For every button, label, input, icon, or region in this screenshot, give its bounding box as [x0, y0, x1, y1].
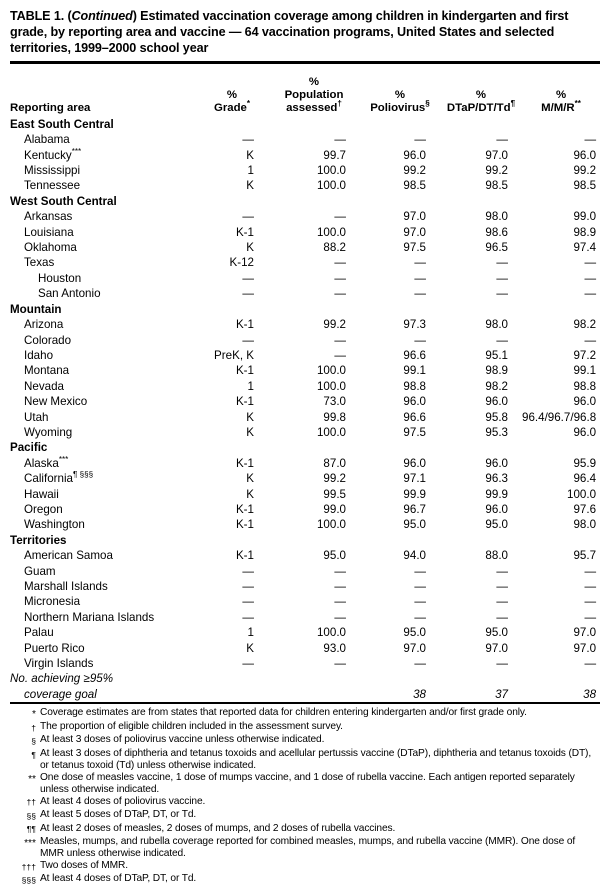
- cell-dtap: 98.0: [485, 210, 508, 224]
- cell-dtap: 37: [495, 687, 508, 701]
- cell-dtap: —: [496, 287, 508, 301]
- cell-grade: K: [246, 241, 254, 255]
- table-row: [10, 625, 600, 640]
- cell-grade: 1: [247, 379, 254, 393]
- table-row: [10, 641, 600, 656]
- cell-pop: 99.5: [323, 487, 346, 501]
- cell-polio: 99.9: [403, 487, 426, 501]
- footnote-item: [10, 748, 600, 772]
- cell-polio: —: [414, 333, 426, 347]
- row-area-label: New Mexico: [24, 395, 88, 409]
- row-area-label: Alaska***: [24, 454, 69, 470]
- cell-grade: [196, 687, 268, 702]
- footnote-marker: §: [31, 736, 36, 747]
- cell-pop: —: [334, 595, 346, 609]
- footnote-item: [10, 823, 600, 837]
- cell-dtap: —: [496, 333, 508, 347]
- footnote-item: [10, 873, 600, 887]
- cell-grade: K-1: [235, 318, 254, 332]
- table-row: [10, 594, 600, 609]
- cell-dtap: 98.5: [485, 179, 508, 193]
- cell-pop: 73.0: [323, 395, 346, 409]
- cell-pop: —: [334, 348, 346, 362]
- group-label: Territories: [10, 533, 67, 547]
- cell-mmr: 97.0: [573, 641, 597, 655]
- footnote-marker: ***: [24, 837, 36, 849]
- cell-mmr: 97.0: [573, 626, 597, 640]
- cell-grade: —: [242, 580, 254, 594]
- row-area-label: Oregon: [24, 502, 63, 516]
- header-dtap-dt-td: % DTaP/DT/Td¶: [446, 89, 516, 115]
- cell-polio: [360, 671, 440, 686]
- cell-dtap: —: [496, 595, 508, 609]
- header-row: [10, 76, 600, 117]
- footnote-item: [10, 796, 600, 810]
- row-area-label: Nevada: [24, 379, 64, 393]
- table-group-row: [10, 117, 600, 132]
- table-bottom-rule: [10, 702, 600, 704]
- cell-polio: 95.0: [403, 626, 426, 640]
- group-label: Pacific: [10, 441, 48, 455]
- row-area-label: Mississippi: [24, 164, 81, 178]
- cell-mmr: 95.9: [573, 456, 597, 470]
- cell-pop: —: [334, 333, 346, 347]
- table-row: [10, 178, 600, 193]
- table-row: [10, 487, 600, 502]
- cell-dtap: —: [496, 256, 508, 270]
- cell-mmr: —: [584, 287, 597, 301]
- cell-grade: 1: [247, 626, 254, 640]
- cell-grade: —: [242, 657, 254, 671]
- cell-pop: 99.7: [323, 148, 346, 162]
- table-row: [10, 255, 600, 270]
- table-group-row: [10, 440, 600, 455]
- row-area-label: Utah: [24, 410, 49, 424]
- table-row: [10, 394, 600, 409]
- cell-mmr: 98.2: [573, 318, 597, 332]
- cell-mmr: —: [584, 271, 597, 285]
- title-prefix: TABLE 1. (: [10, 9, 72, 23]
- footnote-marker: ††: [26, 797, 36, 808]
- cell-polio: 97.1: [403, 472, 426, 486]
- cell-mmr: 99.1: [573, 364, 597, 378]
- cell-pop: 93.0: [323, 641, 346, 655]
- footnote-text: At least 2 doses of measles, 2 doses of mumps, and 2 doses of rubella vaccines.: [40, 822, 396, 834]
- row-area-label: Arizona: [24, 318, 64, 332]
- cell-pop: 99.2: [323, 472, 346, 486]
- cell-polio: —: [414, 287, 426, 301]
- cell-grade: K: [246, 410, 254, 424]
- footnote-item: [10, 809, 600, 823]
- cell-pop: 87.0: [323, 456, 346, 470]
- cell-pop: —: [334, 287, 346, 301]
- cell-polio: 99.2: [403, 164, 426, 178]
- cell-dtap: 96.5: [485, 241, 508, 255]
- header-population-assessed: % Population assessed†: [284, 75, 344, 115]
- footnote-text: At least 4 doses of DTaP, DT, or Td.: [40, 873, 197, 885]
- cell-grade: K-1: [235, 395, 254, 409]
- row-area-label: Palau: [24, 626, 54, 640]
- cell-dtap: 96.0: [485, 395, 508, 409]
- cell-mmr: —: [584, 580, 597, 594]
- cell-mmr: 99.2: [573, 164, 597, 178]
- cell-pop: [268, 671, 360, 686]
- cell-polio: 94.0: [403, 549, 426, 563]
- cell-dtap: 99.2: [485, 164, 508, 178]
- cell-pop: 95.0: [323, 549, 346, 563]
- cell-grade: K-1: [235, 518, 254, 532]
- cell-polio: 98.5: [403, 179, 426, 193]
- cell-mmr: —: [584, 564, 597, 578]
- cell-mmr: 96.0: [573, 395, 597, 409]
- table-row: [10, 225, 600, 240]
- cell-pop: 100.0: [316, 225, 346, 239]
- cell-dtap: 88.0: [485, 549, 508, 563]
- cell-grade: PreK, K: [214, 348, 254, 362]
- table-row: [10, 286, 600, 301]
- table-row: [10, 564, 600, 579]
- cell-grade: —: [242, 333, 254, 347]
- cell-mmr: 95.7: [573, 549, 597, 563]
- title-suffix: ) Estimated vaccination coverage among children in kindergarten and first grade, by reporting area and vaccine — 64 vaccination programs, United States and selected territories, 1999–2000 school year: [10, 9, 569, 56]
- cell-polio: 97.3: [403, 318, 426, 332]
- table-body: [10, 117, 600, 702]
- cell-grade: K-12: [229, 256, 254, 270]
- title-continued: Continued: [71, 9, 133, 23]
- table-row: [10, 379, 600, 394]
- cell-mmr: 100.0: [567, 487, 597, 501]
- cell-dtap: 95.0: [485, 518, 508, 532]
- cell-mmr: —: [584, 256, 597, 270]
- cell-mmr: 98.5: [573, 179, 597, 193]
- cell-grade: K-1: [235, 225, 254, 239]
- cell-mmr: 96.4/96.7/96.8: [522, 410, 597, 424]
- row-area-label: Hawaii: [24, 487, 59, 501]
- cell-dtap: 95.8: [485, 410, 508, 424]
- cell-dtap: 98.6: [485, 225, 508, 239]
- cell-mmr: —: [584, 595, 597, 609]
- table-row: [10, 517, 600, 532]
- cell-mmr: —: [584, 657, 597, 671]
- cell-polio: —: [414, 657, 426, 671]
- row-area-label: Wyoming: [24, 425, 73, 439]
- row-area-label: Alabama: [24, 133, 70, 147]
- footnote-text: At least 5 doses of DTaP, DT, or Td.: [40, 809, 197, 821]
- table-row: [10, 163, 600, 178]
- row-area-label: Louisiana: [24, 225, 74, 239]
- group-label: Mountain: [10, 302, 62, 316]
- cell-polio: 38: [413, 687, 426, 701]
- cell-pop: 100.0: [316, 518, 346, 532]
- footnote-item: [10, 860, 600, 874]
- cell-grade: K-1: [235, 502, 254, 516]
- cell-grade: —: [242, 287, 254, 301]
- cell-dtap: 95.1: [485, 348, 508, 362]
- cell-pop: —: [334, 210, 346, 224]
- cell-pop: —: [334, 564, 346, 578]
- row-area-label: Virgin Islands: [24, 657, 94, 671]
- row-area-label: California¶ §§§: [24, 470, 94, 486]
- cell-dtap: —: [496, 610, 508, 624]
- cell-dtap: 98.0: [485, 318, 508, 332]
- cell-polio: 96.0: [403, 395, 426, 409]
- cell-mmr: 97.2: [573, 348, 597, 362]
- table-row: [10, 148, 600, 163]
- header-spacer-row: [10, 64, 600, 76]
- row-area-label: coverage goal: [24, 687, 97, 701]
- group-label: East South Central: [10, 117, 114, 131]
- footnote-marker: §§: [26, 810, 36, 821]
- cell-grade: —: [242, 610, 254, 624]
- table-summary-row: [10, 671, 600, 686]
- table-row: [10, 610, 600, 625]
- footnote-text: At least 4 doses of poliovirus vaccine.: [40, 795, 206, 807]
- row-area-label: Kentucky***: [24, 146, 82, 162]
- cell-polio: —: [414, 271, 426, 285]
- cell-dtap: 96.0: [485, 502, 508, 516]
- cell-pop: —: [334, 133, 346, 147]
- cell-polio: —: [414, 133, 426, 147]
- cell-mmr: [522, 671, 600, 686]
- vaccination-coverage-table: [10, 64, 600, 703]
- cell-grade: K-1: [235, 549, 254, 563]
- cell-pop: 88.2: [323, 241, 346, 255]
- cell-dtap: 95.0: [485, 626, 508, 640]
- row-area-label: Northern Mariana Islands: [24, 610, 155, 624]
- cell-dtap: 95.3: [485, 425, 508, 439]
- row-area-label: Puerto Rico: [24, 641, 85, 655]
- cell-dtap: —: [496, 564, 508, 578]
- cell-grade: K: [246, 425, 254, 439]
- cell-pop: 100.0: [316, 425, 346, 439]
- footnote-item: [10, 772, 600, 796]
- table-row: [10, 471, 600, 486]
- table-row: [10, 271, 600, 286]
- cell-grade: —: [242, 133, 254, 147]
- cell-pop: 99.2: [323, 318, 346, 332]
- header-reporting-area: Reporting area: [10, 102, 91, 115]
- cell-pop: 100.0: [316, 164, 346, 178]
- row-area-label: Colorado: [24, 333, 72, 347]
- cell-dtap: 98.2: [485, 379, 508, 393]
- cell-dtap: 98.9: [485, 364, 508, 378]
- table-row: [10, 363, 600, 378]
- cell-pop: 100.0: [316, 626, 346, 640]
- cell-grade: K-1: [235, 364, 254, 378]
- cell-polio: —: [414, 610, 426, 624]
- cell-grade: K: [246, 472, 254, 486]
- cell-mmr: 98.8: [573, 379, 597, 393]
- cell-grade: —: [242, 564, 254, 578]
- footnote-text: The proportion of eligible children included in the assessment survey.: [40, 720, 343, 732]
- cell-pop: 99.8: [323, 410, 346, 424]
- footnote-text: Measles, mumps, and rubella coverage reported for combined measles, mumps, and rubella vaccine (MMR). One dose of MMR unless otherwise indicated.: [40, 836, 576, 859]
- footnote-text: Two doses of MMR.: [40, 859, 128, 871]
- footnote-text: At least 3 doses of poliovirus vaccine unless otherwise indicated.: [40, 734, 325, 746]
- cell-mmr: 96.0: [573, 425, 597, 439]
- footnote-marker: *: [32, 709, 36, 721]
- cell-polio: 96.6: [403, 348, 426, 362]
- cell-mmr: —: [584, 133, 597, 147]
- group-label: West South Central: [10, 194, 117, 208]
- row-area-label: Oklahoma: [24, 241, 77, 255]
- cell-polio: 98.8: [403, 379, 426, 393]
- row-area-label: Texas: [24, 256, 55, 270]
- cell-dtap: 97.0: [485, 641, 508, 655]
- table-row: [10, 240, 600, 255]
- table-group-row: [10, 533, 600, 548]
- table-row: [10, 132, 600, 147]
- cell-pop: 100.0: [316, 364, 346, 378]
- cell-mmr: —: [584, 610, 597, 624]
- cell-dtap: 97.0: [485, 148, 508, 162]
- footnote-text: One dose of measles vaccine, 1 dose of mumps vaccine, and 1 dose of rubella vaccine. Each antigen reported separately unless otherwise indicated.: [40, 771, 575, 795]
- table-row: [10, 656, 600, 671]
- row-area-label: Marshall Islands: [24, 580, 108, 594]
- cell-pop: 100.0: [316, 179, 346, 193]
- cell-polio: 96.7: [403, 502, 426, 516]
- cell-grade: —: [242, 595, 254, 609]
- row-area-label: Washington: [24, 518, 85, 532]
- cell-polio: 97.0: [403, 225, 426, 239]
- cell-mmr: 96.0: [573, 148, 597, 162]
- cell-dtap: —: [496, 657, 508, 671]
- footnote-item: [10, 721, 600, 735]
- row-area-label: American Samoa: [24, 549, 113, 563]
- table-row: [10, 502, 600, 517]
- footnote-marker: ¶: [31, 749, 36, 760]
- cell-pop: —: [334, 657, 346, 671]
- cell-dtap: 96.3: [485, 472, 508, 486]
- cell-mmr: 38: [583, 687, 597, 701]
- row-area-label: Tennessee: [24, 179, 81, 193]
- row-area-label: No. achieving ≥95%: [10, 672, 114, 686]
- row-area-label: Guam: [24, 564, 56, 578]
- footnote-text: At least 3 doses of diphtheria and tetanus toxoids and acellular pertussis vaccine (DTaP), diphtheria and tetanus toxoids (DT), or tetanus toxoid (Td) unless otherwise indicated.: [40, 747, 592, 771]
- row-area-label: Arkansas: [24, 210, 73, 224]
- row-area-label: Houston: [38, 271, 82, 285]
- cell-polio: —: [414, 580, 426, 594]
- footnote-marker: †††: [21, 861, 36, 872]
- cell-grade: —: [242, 210, 254, 224]
- footnote-marker: ¶¶: [26, 824, 36, 835]
- header-mmr: % M/M/R**: [541, 89, 581, 115]
- footnote-item: [10, 836, 600, 860]
- cell-pop: —: [334, 580, 346, 594]
- cell-mmr: —: [584, 333, 597, 347]
- cell-dtap: —: [496, 271, 508, 285]
- cell-mmr: 98.0: [573, 518, 597, 532]
- table-row: [10, 410, 600, 425]
- cell-dtap: —: [496, 580, 508, 594]
- row-area-label: Montana: [24, 364, 70, 378]
- footnote-marker: §§§: [21, 875, 36, 885]
- cell-pop: —: [334, 271, 346, 285]
- cell-grade: K: [246, 179, 254, 193]
- cell-mmr: 96.4: [573, 472, 597, 486]
- page-title: [10, 8, 600, 57]
- header-poliovirus: % Poliovirus§: [370, 89, 430, 115]
- cell-grade: —: [242, 271, 254, 285]
- cell-polio: 99.1: [403, 364, 426, 378]
- footnote-item: [10, 707, 600, 721]
- table-group-row: [10, 194, 600, 209]
- footnote-item: [10, 734, 600, 748]
- cell-polio: 97.5: [403, 241, 426, 255]
- cell-polio: 96.6: [403, 410, 426, 424]
- cell-mmr: 97.4: [573, 241, 597, 255]
- cell-mmr: 98.9: [573, 225, 597, 239]
- table-row: [10, 456, 600, 471]
- cell-polio: 96.0: [403, 456, 426, 470]
- footnotes-list: [10, 707, 600, 887]
- header-grade: % Grade*: [213, 89, 251, 115]
- cell-dtap: 99.9: [485, 487, 508, 501]
- table-row: [10, 333, 600, 348]
- table-row: [10, 548, 600, 563]
- cell-polio: 97.5: [403, 425, 426, 439]
- row-area-label: Micronesia: [24, 595, 81, 609]
- cell-polio: —: [414, 256, 426, 270]
- cell-polio: —: [414, 564, 426, 578]
- cell-pop: 100.0: [316, 379, 346, 393]
- table-group-row: [10, 302, 600, 317]
- row-area-label: Idaho: [24, 348, 54, 362]
- cell-pop: [268, 687, 360, 702]
- cell-mmr: 97.6: [573, 502, 597, 516]
- cell-grade: K-1: [235, 456, 254, 470]
- cell-dtap: [440, 671, 522, 686]
- table-row: [10, 209, 600, 224]
- cell-grade: K: [246, 148, 254, 162]
- footnote-marker: †: [31, 722, 36, 733]
- cell-pop: —: [334, 610, 346, 624]
- cell-grade: [196, 671, 268, 686]
- cell-grade: K: [246, 487, 254, 501]
- table-row: [10, 579, 600, 594]
- cell-polio: 95.0: [403, 518, 426, 532]
- table-summary-row: [10, 687, 600, 702]
- cell-grade: K: [246, 641, 254, 655]
- table-row: [10, 348, 600, 363]
- footnote-marker: **: [28, 773, 36, 785]
- row-area-label: San Antonio: [38, 287, 101, 301]
- cell-polio: 97.0: [403, 210, 426, 224]
- cell-dtap: —: [496, 133, 508, 147]
- footnote-text: Coverage estimates are from states that reported data for children entering kindergarten and/or first grade only.: [40, 707, 527, 719]
- table-row: [10, 425, 600, 440]
- cell-polio: 97.0: [403, 641, 426, 655]
- cell-polio: 96.0: [403, 148, 426, 162]
- table-header: [10, 64, 600, 117]
- cell-grade: 1: [247, 164, 254, 178]
- cell-polio: —: [414, 595, 426, 609]
- cell-pop: 99.0: [323, 502, 346, 516]
- cell-pop: —: [334, 256, 346, 270]
- table-row: [10, 317, 600, 332]
- cell-dtap: 96.0: [485, 456, 508, 470]
- cell-mmr: 99.0: [573, 210, 597, 224]
